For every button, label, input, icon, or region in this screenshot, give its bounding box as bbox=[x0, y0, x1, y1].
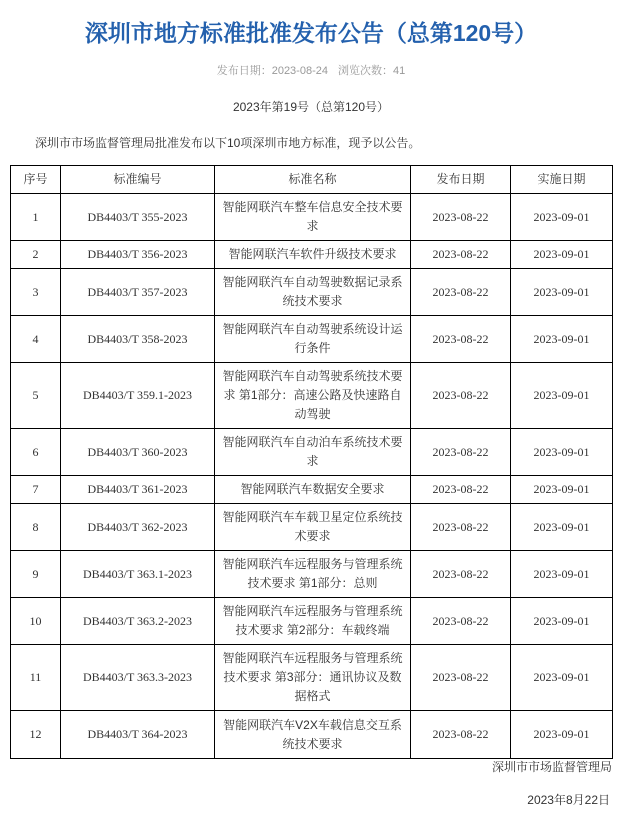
table-row bbox=[11, 241, 613, 269]
publish-date-group bbox=[217, 65, 331, 77]
article-meta bbox=[0, 63, 622, 79]
table-row bbox=[11, 476, 613, 504]
cell-effective-date: 2023-09-01 bbox=[511, 316, 613, 363]
cell-standard-name: 智能网联汽车车载卫星定位系统技术要求 bbox=[215, 504, 411, 551]
cell-number: 4 bbox=[11, 316, 61, 363]
table-row bbox=[11, 269, 613, 316]
standards-table-body bbox=[11, 194, 613, 759]
header-issue-date: 发布日期 bbox=[411, 166, 511, 194]
cell-standard-name: 智能网联汽车整车信息安全技术要求 bbox=[215, 194, 411, 241]
cell-effective-date: 2023-09-01 bbox=[511, 504, 613, 551]
cell-number: 7 bbox=[11, 476, 61, 504]
header-standard-code: 标准编号 bbox=[61, 166, 215, 194]
cell-standard-code: DB4403/T 363.2-2023 bbox=[61, 598, 215, 645]
cell-effective-date: 2023-09-01 bbox=[511, 551, 613, 598]
cell-effective-date: 2023-09-01 bbox=[511, 598, 613, 645]
standards-table bbox=[10, 165, 613, 759]
cell-issue-date: 2023-08-22 bbox=[411, 476, 511, 504]
cell-issue-date: 2023-08-22 bbox=[411, 363, 511, 429]
cell-issue-date: 2023-08-22 bbox=[411, 598, 511, 645]
cell-standard-code: DB4403/T 363.3-2023 bbox=[61, 645, 215, 711]
table-row bbox=[11, 551, 613, 598]
cell-effective-date: 2023-09-01 bbox=[511, 269, 613, 316]
cell-standard-name: 智能网联汽车自动泊车系统技术要求 bbox=[215, 429, 411, 476]
cell-standard-code: DB4403/T 364-2023 bbox=[61, 711, 215, 759]
cell-effective-date: 2023-09-01 bbox=[511, 645, 613, 711]
cell-effective-date: 2023-09-01 bbox=[511, 363, 613, 429]
cell-number: 1 bbox=[11, 194, 61, 241]
table-row bbox=[11, 316, 613, 363]
cell-issue-date: 2023-08-22 bbox=[411, 711, 511, 759]
announcement-intro: 深圳市市场监督管理局批准发布以下10项深圳市地方标准，现予以公告。 bbox=[35, 136, 421, 150]
cell-standard-name: 智能网联汽车数据安全要求 bbox=[215, 476, 411, 504]
cell-standard-code: DB4403/T 355-2023 bbox=[61, 194, 215, 241]
view-count-label: 浏览次数： bbox=[338, 65, 394, 77]
cell-standard-code: DB4403/T 360-2023 bbox=[61, 429, 215, 476]
cell-issue-date: 2023-08-22 bbox=[411, 269, 511, 316]
cell-standard-name: 智能网联汽车自动驾驶数据记录系统技术要求 bbox=[215, 269, 411, 316]
cell-number: 9 bbox=[11, 551, 61, 598]
cell-effective-date: 2023-09-01 bbox=[511, 194, 613, 241]
cell-effective-date: 2023-09-01 bbox=[511, 241, 613, 269]
header-number: 序号 bbox=[11, 166, 61, 194]
cell-number: 10 bbox=[11, 598, 61, 645]
cell-number: 12 bbox=[11, 711, 61, 759]
cell-issue-date: 2023-08-22 bbox=[411, 551, 511, 598]
cell-standard-code: DB4403/T 357-2023 bbox=[61, 269, 215, 316]
cell-issue-date: 2023-08-22 bbox=[411, 645, 511, 711]
cell-number: 6 bbox=[11, 429, 61, 476]
view-count-group bbox=[338, 65, 405, 77]
cell-number: 11 bbox=[11, 645, 61, 711]
issuer-signature: 深圳市市场监督管理局 bbox=[491, 760, 612, 774]
table-row bbox=[11, 711, 613, 759]
cell-standard-code: DB4403/T 363.1-2023 bbox=[61, 551, 215, 598]
table-row bbox=[11, 429, 613, 476]
publish-date-value: 2023-08-24 bbox=[271, 65, 328, 77]
cell-number: 2 bbox=[11, 241, 61, 269]
cell-issue-date: 2023-08-22 bbox=[411, 504, 511, 551]
cell-standard-name: 智能网联汽车V2X车载信息交互系统技术要求 bbox=[215, 711, 411, 759]
cell-standard-code: DB4403/T 362-2023 bbox=[61, 504, 215, 551]
cell-standard-code: DB4403/T 356-2023 bbox=[61, 241, 215, 269]
announcement-number: 2023年第19号（总第120号） bbox=[232, 100, 390, 114]
cell-effective-date: 2023-09-01 bbox=[511, 711, 613, 759]
cell-standard-code: DB4403/T 359.1-2023 bbox=[61, 363, 215, 429]
table-row bbox=[11, 645, 613, 711]
cell-issue-date: 2023-08-22 bbox=[411, 429, 511, 476]
cell-standard-code: DB4403/T 358-2023 bbox=[61, 316, 215, 363]
cell-number: 8 bbox=[11, 504, 61, 551]
cell-standard-name: 智能网联汽车自动驾驶系统设计运行条件 bbox=[215, 316, 411, 363]
cell-issue-date: 2023-08-22 bbox=[411, 316, 511, 363]
cell-issue-date: 2023-08-22 bbox=[411, 241, 511, 269]
cell-standard-name: 智能网联汽车远程服务与管理系统技术要求 第1部分：总则 bbox=[215, 551, 411, 598]
header-effective-date: 实施日期 bbox=[511, 166, 613, 194]
table-header bbox=[11, 166, 613, 194]
cell-effective-date: 2023-09-01 bbox=[511, 476, 613, 504]
page-title: 深圳市地方标准批准发布公告（总第120号） bbox=[84, 20, 538, 46]
cell-standard-code: DB4403/T 361-2023 bbox=[61, 476, 215, 504]
cell-standard-name: 智能网联汽车软件升级技术要求 bbox=[215, 241, 411, 269]
table-row bbox=[11, 504, 613, 551]
cell-number: 3 bbox=[11, 269, 61, 316]
header-standard-name: 标准名称 bbox=[215, 166, 411, 194]
cell-issue-date: 2023-08-22 bbox=[411, 194, 511, 241]
table-row bbox=[11, 194, 613, 241]
table-row bbox=[11, 598, 613, 645]
table-row bbox=[11, 363, 613, 429]
cell-standard-name: 智能网联汽车自动驾驶系统技术要求 第1部分：高速公路及快速路自动驾驶 bbox=[215, 363, 411, 429]
signature-date: 2023年8月22日 bbox=[527, 793, 610, 807]
cell-standard-name: 智能网联汽车远程服务与管理系统技术要求 第3部分：通讯协议及数据格式 bbox=[215, 645, 411, 711]
publish-date-label: 发布日期： bbox=[216, 65, 272, 77]
cell-number: 5 bbox=[11, 363, 61, 429]
table-header-row bbox=[11, 166, 613, 194]
cell-standard-name: 智能网联汽车远程服务与管理系统技术要求 第2部分：车载终端 bbox=[215, 598, 411, 645]
view-count-value: 41 bbox=[393, 65, 406, 77]
cell-effective-date: 2023-09-01 bbox=[511, 429, 613, 476]
